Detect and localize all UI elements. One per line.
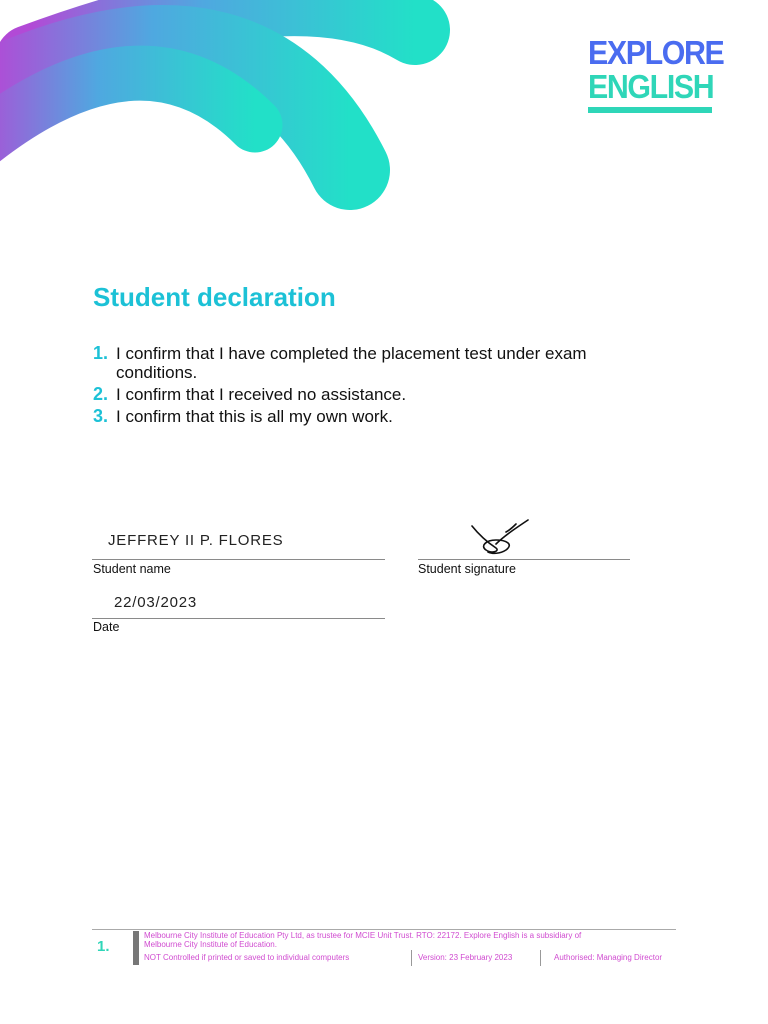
declaration-number: 1. bbox=[93, 343, 109, 363]
declaration-item bbox=[93, 407, 653, 426]
footer-legal-line1: Melbourne City Institute of Education Pty Ltd, as trustee for MCIE Unit Trust. RTO: 22172. Explore English is a subsidiary of bbox=[144, 931, 582, 940]
signature-mark bbox=[466, 514, 538, 558]
student-name-value: JEFFREY II P. FLORES bbox=[108, 532, 284, 549]
declaration-list bbox=[93, 344, 653, 429]
footer-legal-line2: Melbourne City Institute of Education. bbox=[144, 940, 277, 949]
declaration-text: I confirm that I received no assistance. bbox=[116, 385, 407, 404]
footer-authorised: Authorised: Managing Director bbox=[554, 953, 663, 962]
declaration-item bbox=[93, 344, 653, 382]
declaration-number: 3. bbox=[93, 406, 109, 426]
inner-arc bbox=[0, 73, 255, 150]
footer-separator bbox=[540, 950, 541, 966]
decorative-arcs bbox=[0, 0, 460, 220]
student-name-label: Student name bbox=[93, 562, 171, 576]
declaration-number: 2. bbox=[93, 384, 109, 404]
logo-underline bbox=[588, 107, 712, 113]
logo-word-explore: EXPLORE bbox=[588, 34, 724, 71]
date-line bbox=[92, 618, 385, 619]
declaration-text: I confirm that this is all my own work. bbox=[116, 407, 393, 426]
footer-divider bbox=[92, 929, 676, 930]
logo-word-english: ENGLISH bbox=[588, 68, 714, 105]
explore-english-logo bbox=[588, 34, 724, 113]
date-label: Date bbox=[93, 620, 120, 634]
declaration-item bbox=[93, 385, 653, 404]
student-signature-label: Student signature bbox=[418, 562, 516, 576]
footer-accent-bar bbox=[133, 931, 139, 965]
student-signature-line bbox=[418, 559, 630, 560]
footer-page-number: 1. bbox=[97, 938, 110, 955]
date-value: 22/03/2023 bbox=[114, 594, 198, 611]
footer-control-note: NOT Controlled if printed or saved to individual computers bbox=[144, 953, 350, 962]
student-name-line bbox=[92, 559, 385, 560]
footer-version: Version: 23 February 2023 bbox=[418, 953, 513, 962]
page-title: Student declaration bbox=[93, 282, 336, 312]
declaration-text: I confirm that I have completed the placement test under exam conditions. bbox=[116, 344, 587, 382]
footer-separator bbox=[411, 950, 412, 966]
